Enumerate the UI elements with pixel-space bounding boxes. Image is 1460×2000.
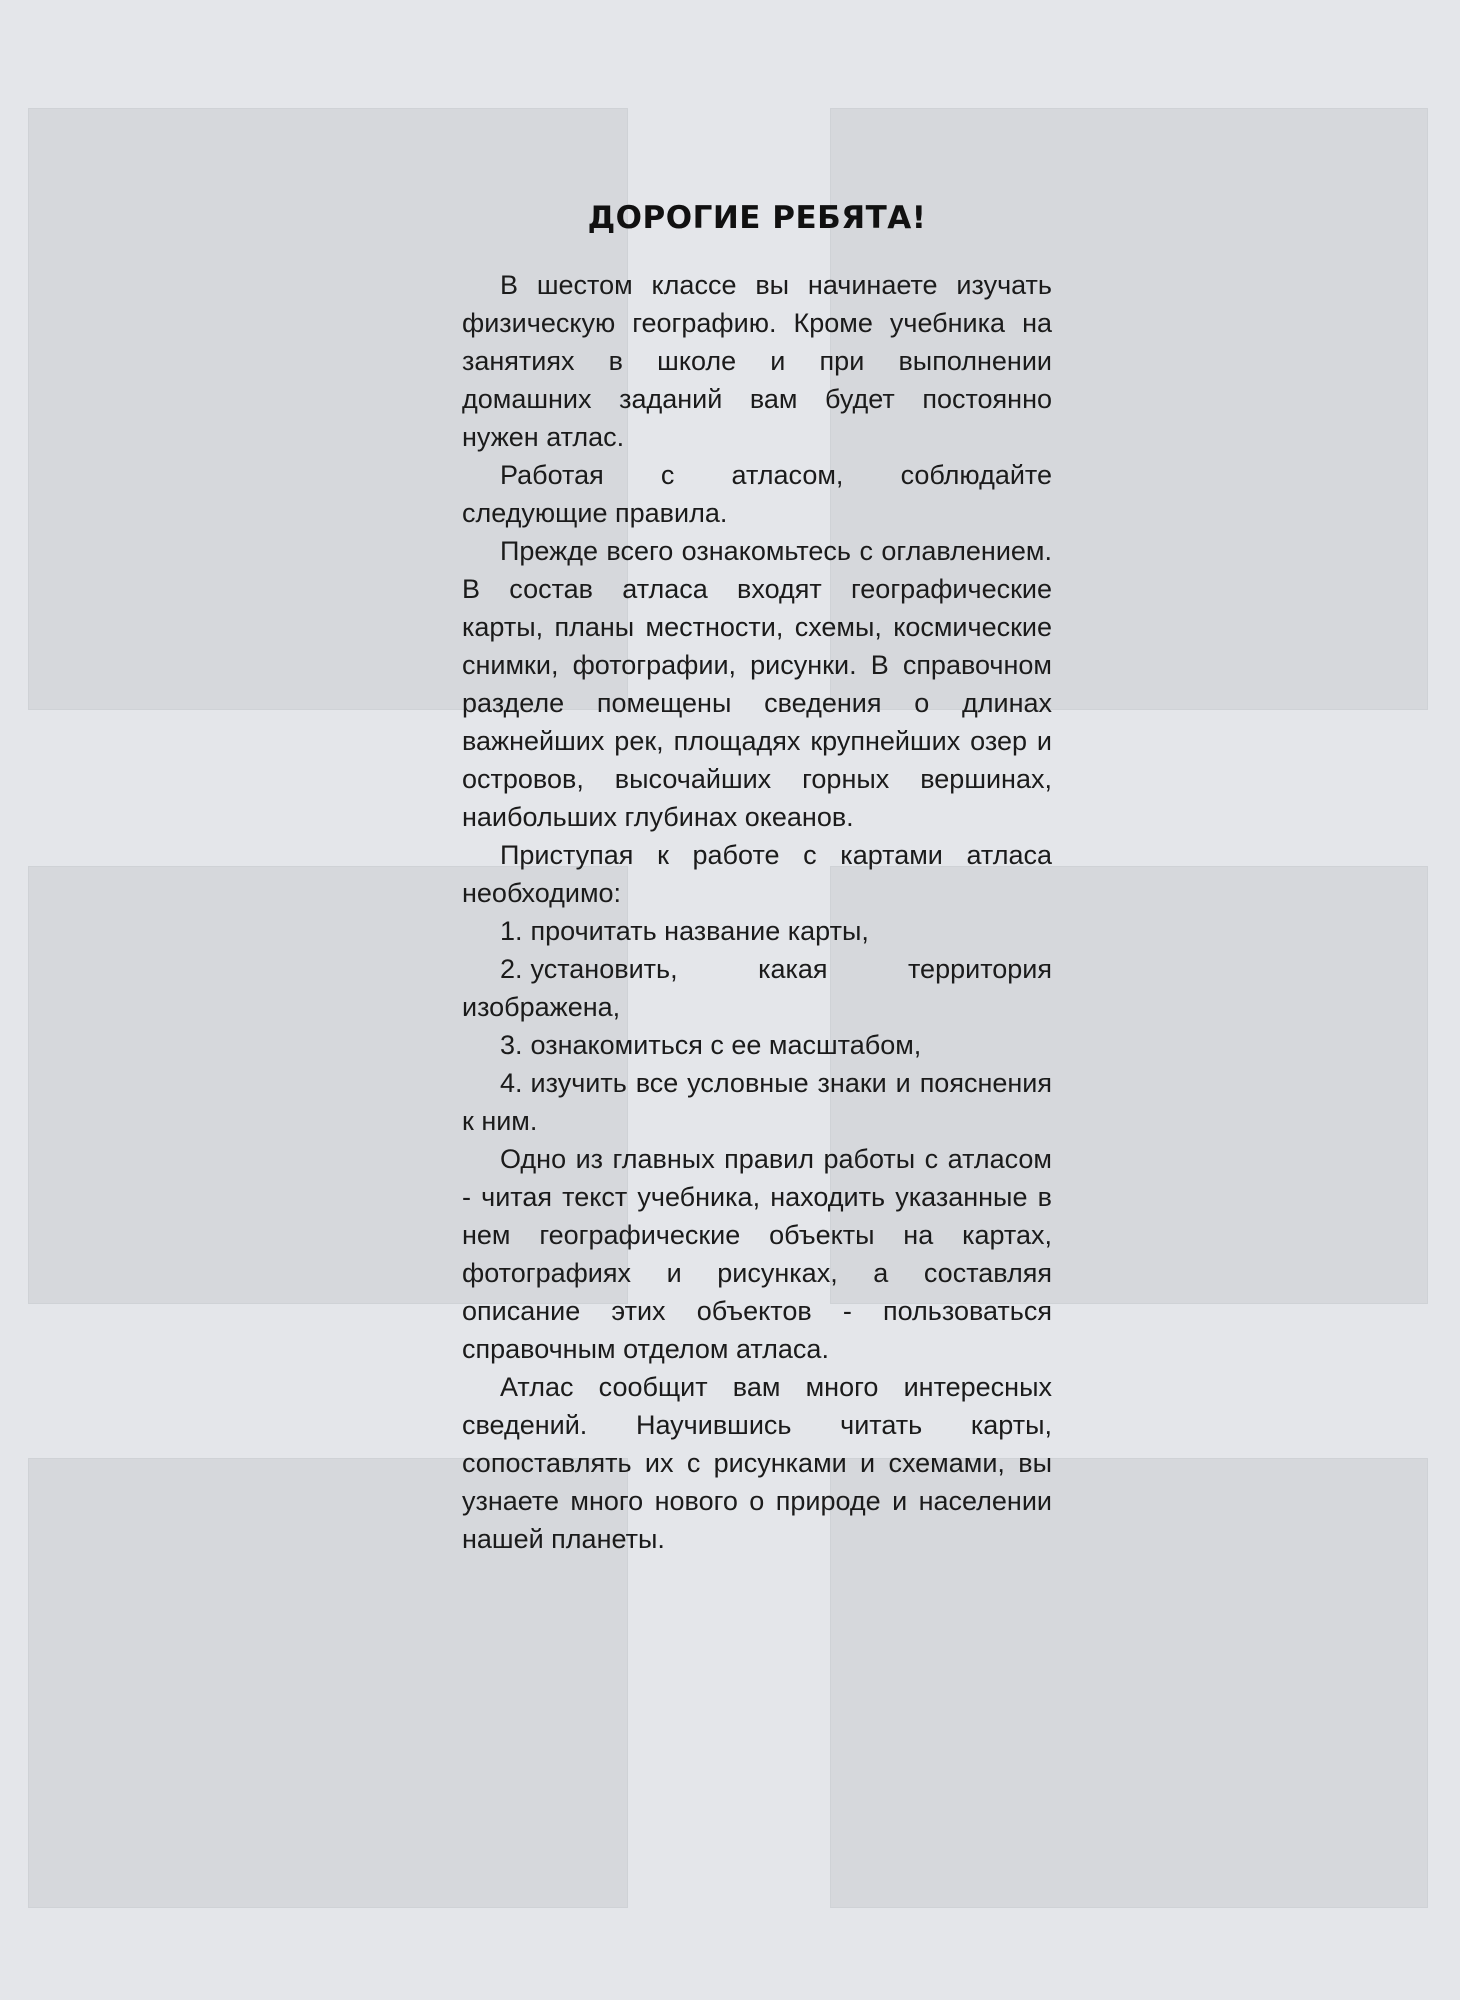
list-item-text: установить, какая территория изображена, (462, 954, 1052, 1022)
paragraph: Прежде всего ознакомьтесь с оглавлением. В состав атласа входят географические карты, планы местности, схемы, космические снимки, фотографии, рисунки. В справочном разделе помещены сведения о длинах важнейших рек, площадях крупнейших озер и островов, высочайших горных вершинах, наибольших глубинах океанов. (462, 536, 1052, 832)
letter-body (462, 200, 1052, 1558)
list-item (462, 912, 1052, 950)
list-item-text: изучить все условные знаки и пояснения к ним. (462, 1068, 1052, 1136)
paragraph: Одно из главных правил работы с атласом - читая текст учебника, находить указанные в нем географические объекты на картах, фотографиях и рисунках, а составляя описание этих объектов - пользоваться справочным отделом атласа. (462, 1144, 1052, 1364)
paragraph: Работая с атласом, соблюдайте следующие правила. (462, 460, 1052, 528)
paragraph: Приступая к работе с картами атласа необходимо: (462, 840, 1052, 908)
list-item-text: прочитать название карты, (530, 916, 869, 946)
list-item-number: 3. (500, 1030, 523, 1060)
steps-list (462, 912, 1052, 1140)
page-title: ДОРОГИЕ РЕБЯТА! (587, 200, 927, 236)
list-item-number: 1. (500, 916, 523, 946)
show-through-header (26, 40, 1426, 92)
paragraph: В шестом классе вы начинаете изучать физическую географию. Кроме учебника на занятиях в школе и при выполнении домашних заданий вам будет постоянно нужен атлас. (462, 270, 1052, 452)
paragraph: Атлас сообщит вам много интересных сведений. Научившись читать карты, сопоставлять их с рисунками и схемами, вы узнаете много нового о природе и населении нашей планеты. (462, 1372, 1052, 1554)
list-item (462, 1026, 1052, 1064)
list-item-number: 2. (500, 954, 523, 984)
list-item-text: ознакомиться с ее масштабом, (530, 1030, 922, 1060)
list-item (462, 1064, 1052, 1140)
list-item (462, 950, 1052, 1026)
list-item-number: 4. (500, 1068, 523, 1098)
